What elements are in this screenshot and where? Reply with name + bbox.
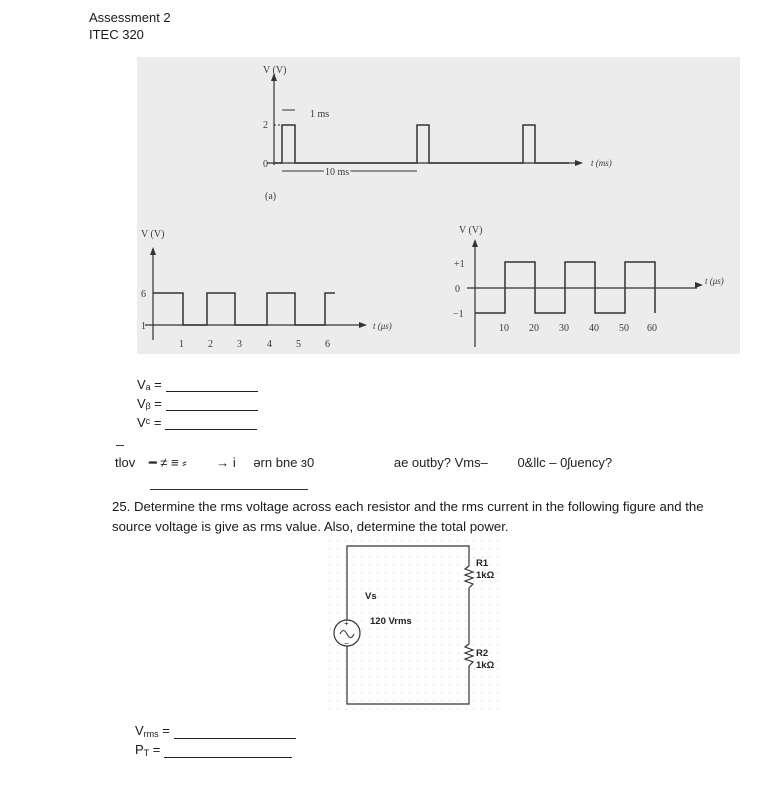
answer-vb-blank[interactable]: [166, 397, 258, 411]
graph-c-x-tick-10: 10: [499, 323, 509, 334]
answer-pt-eq: =: [152, 742, 161, 757]
answer-vc-label: Vᶜ =: [137, 415, 162, 430]
answer-vrms-blank[interactable]: [174, 725, 296, 739]
graph-a-y-label: V (V): [263, 65, 287, 76]
graph-a-tick-2: 2: [263, 120, 268, 131]
graph-c-x-tick-30: 30: [559, 323, 569, 334]
answer-vrms-eq: =: [162, 723, 170, 738]
graph-b-t-arrow: [359, 322, 367, 328]
left-tick-mark: [116, 445, 124, 446]
circuit-schematic: [329, 540, 503, 714]
graph-c-t-arrow: [695, 282, 703, 288]
question-25-text: Determine the rms voltage across each resistor and the rms current in the following figure and the source voltage is give as rms value. Also, determine the total power.: [112, 499, 704, 534]
answer-vrms-label: V: [135, 723, 144, 738]
graph-a-t-label: t (ms): [591, 158, 612, 168]
answer-pt-label: P: [135, 742, 144, 757]
source-plus: +: [344, 619, 349, 628]
graph-a-tick-0: 0: [263, 159, 268, 170]
graph-b-y-label: V (V): [141, 229, 165, 240]
source-name: Vs: [365, 591, 377, 602]
graph-a: [263, 65, 612, 202]
answer-va: [137, 377, 258, 392]
answer-pt-blank[interactable]: [164, 744, 292, 758]
graph-a-panel-label: (a): [265, 191, 277, 202]
waveform-photo: [137, 57, 740, 354]
graph-a-period-label: 10 ms: [325, 167, 350, 178]
answer-pt-sub: T: [143, 748, 150, 758]
graph-c-tick-0: 0: [455, 284, 460, 295]
graph-b-x-tick-3: 3: [237, 339, 242, 350]
r2-value: 1kΩ: [476, 660, 495, 671]
header-course-code: ITEC 320: [89, 27, 144, 42]
r1-value: 1kΩ: [476, 570, 495, 581]
graph-c-t-label: t (μs): [705, 276, 724, 286]
graph-b-x-tick-5: 5: [296, 339, 301, 350]
graph-c-x-tick-50: 50: [619, 323, 629, 334]
graph-c-tick-plus1: +1: [454, 259, 465, 270]
garbled-fragment-2: ━ ≠ ≡ ⸗: [148, 455, 187, 470]
graph-b-x-tick-2: 2: [208, 339, 213, 350]
garbled-fragment-5: ae outby? Vms–: [393, 455, 488, 470]
answer-va-blank[interactable]: [166, 378, 258, 392]
circuit-diagram: [329, 540, 503, 714]
answer-vb: [137, 396, 258, 411]
source-value: 120 Vrms: [370, 616, 412, 627]
graph-c-x-tick-40: 40: [589, 323, 599, 334]
garbled-answer-line[interactable]: [150, 489, 308, 490]
graph-a-pulse-train: [274, 125, 569, 163]
graph-b-x-tick-4: 4: [267, 339, 272, 350]
garbled-fragment-1: tlov: [115, 455, 136, 470]
graph-b-tick-1: 1: [141, 321, 146, 332]
garbled-fragment-4: ərn bne ɜ0: [253, 455, 315, 470]
answer-pt: [135, 742, 292, 758]
answer-vb-label: Vᵦ =: [137, 396, 162, 411]
graph-c: [453, 225, 724, 347]
graph-a-width-label: 1 ms: [310, 109, 330, 120]
graph-b-y-arrow: [150, 247, 156, 255]
graph-b-pulse-train: [153, 293, 335, 325]
graph-c-y-arrow: [472, 239, 478, 247]
question-25: [112, 497, 712, 536]
r2-name: R2: [476, 648, 489, 659]
source-minus: −: [344, 639, 349, 648]
graph-b-x-tick-6: 6: [325, 339, 330, 350]
graph-c-x-tick-60: 60: [647, 323, 657, 334]
graph-b-tick-6: 6: [141, 289, 146, 300]
answer-vc-blank[interactable]: [165, 416, 257, 430]
graph-c-x-tick-20: 20: [529, 323, 539, 334]
graph-c-tick-minus1: −1: [453, 309, 464, 320]
graph-b: [141, 229, 392, 350]
question-25-number: 25.: [112, 499, 131, 514]
header-course-title: Assessment 2: [89, 10, 171, 25]
answer-vrms-sub: rms: [143, 729, 159, 739]
document-header: [89, 9, 171, 43]
answer-vc: [137, 415, 257, 430]
graph-b-t-label: t (μs): [373, 321, 392, 331]
waveform-figure: [137, 57, 740, 354]
garbled-question-line: [115, 455, 612, 471]
graph-c-y-label: V (V): [459, 225, 483, 236]
garbled-fragment-6: 0&llc – 0ʃuency?: [517, 455, 613, 470]
answer-va-label: Vₐ =: [137, 377, 162, 392]
graph-b-x-tick-1: 1: [179, 339, 184, 350]
graph-a-t-arrow: [575, 160, 583, 166]
r1-name: R1: [476, 558, 489, 569]
answer-vrms: [135, 723, 296, 739]
garbled-fragment-3: → i: [216, 455, 236, 470]
